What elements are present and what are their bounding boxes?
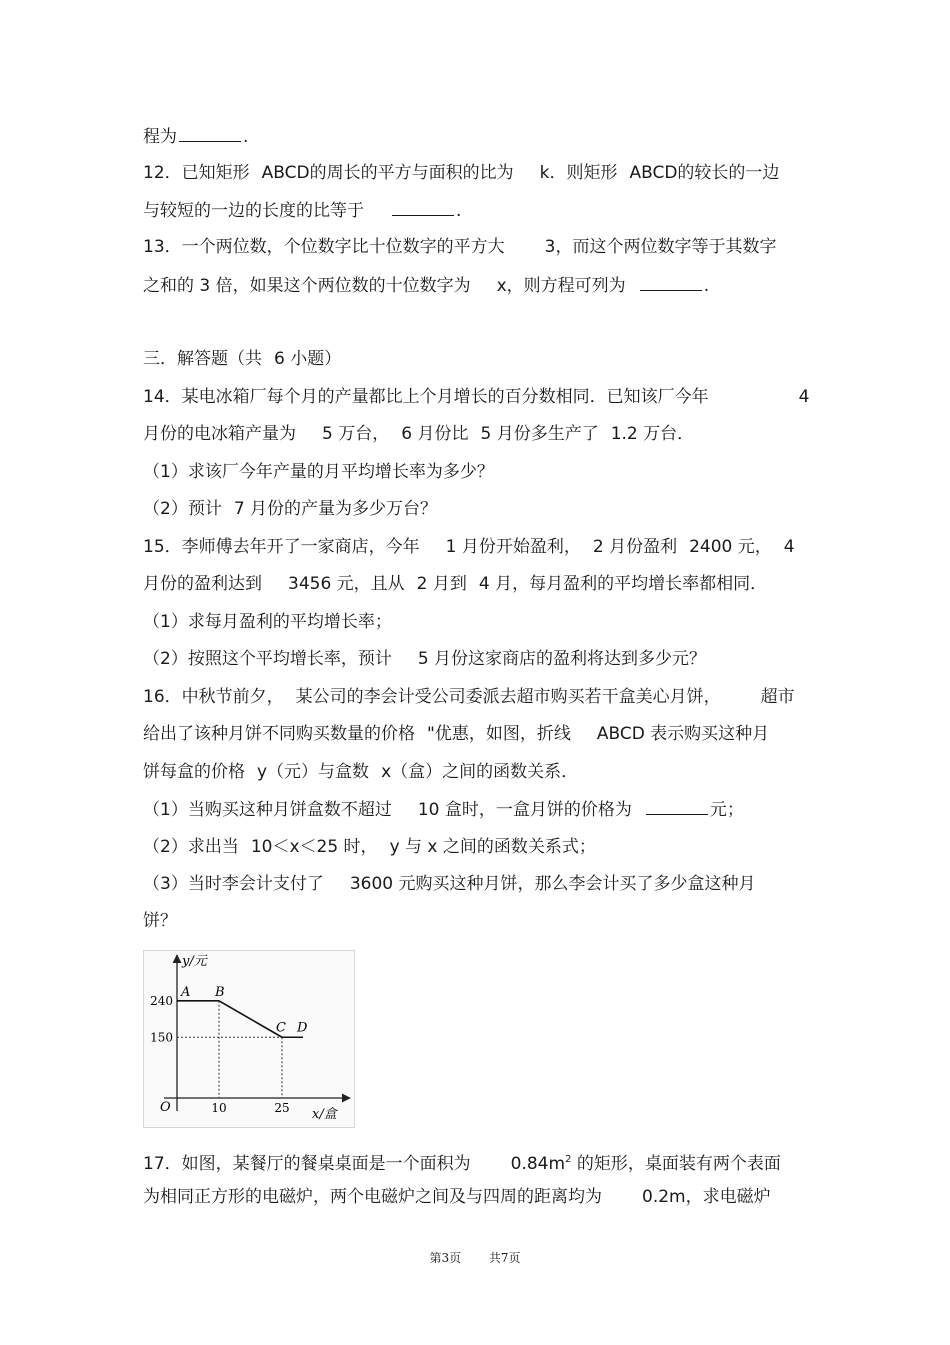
text: y 与 x 之间的函数关系式； bbox=[389, 837, 596, 857]
text: 1.2 万台． bbox=[610, 424, 695, 444]
text: . bbox=[456, 201, 462, 221]
question-16-3-cont bbox=[143, 910, 177, 932]
text: 元； bbox=[709, 800, 744, 820]
question-16-2 bbox=[143, 836, 596, 858]
question-14-1 bbox=[143, 461, 494, 483]
text: 2 月到 bbox=[416, 574, 467, 594]
text: 14．某电冰箱厂每个月的产量都比上个月增长的百分数相同．已知该厂今年 bbox=[143, 387, 709, 407]
origin-label: O bbox=[160, 1100, 171, 1115]
text: 15．李师傅去年开了一家商店，今年 bbox=[143, 537, 420, 557]
y-tick-label: 150 bbox=[150, 1030, 173, 1045]
text: （2）预计 bbox=[143, 499, 222, 519]
text: . bbox=[243, 127, 249, 147]
text: 给出了该种月饼不同购买数量的价格 bbox=[143, 724, 415, 744]
text: 4 bbox=[798, 387, 810, 407]
text: 5 万台， bbox=[322, 424, 390, 444]
question-16-3 bbox=[143, 873, 756, 895]
question-15-cont bbox=[143, 573, 767, 595]
point-label-D: D bbox=[297, 1020, 308, 1036]
question-16-cont bbox=[143, 723, 769, 745]
text: 某公司的李会计受公司委派去超市购买若干盒美心月饼， bbox=[295, 687, 721, 707]
text: 的矩形，桌面装有两个表面 bbox=[571, 1154, 781, 1174]
text: 5 月份这家商店的盈利将达到多少元？ bbox=[417, 649, 707, 669]
question-14-2 bbox=[143, 498, 437, 520]
text: y（元）与盒数 bbox=[257, 762, 370, 782]
text: （2）求出当 bbox=[143, 837, 239, 857]
text: 饼每盒的价格 bbox=[143, 762, 245, 782]
text: 5 月份多生产了 bbox=[480, 424, 599, 444]
text: 6 小题） bbox=[274, 349, 342, 369]
y-tick-label: 240 bbox=[150, 993, 173, 1008]
graph-svg bbox=[144, 951, 354, 1127]
text: 为相同正方形的电磁炉，两个电磁炉之间及与四周的距离均为 bbox=[143, 1187, 602, 1207]
point-label-B: B bbox=[215, 984, 225, 1000]
x-tick-label: 25 bbox=[274, 1101, 290, 1115]
text: 3456 元，且从 bbox=[288, 574, 405, 594]
text: 16．中秋节前夕， bbox=[143, 687, 284, 707]
text: 0.2m，求电磁炉 bbox=[642, 1187, 771, 1207]
text: （3）当时李会计支付了 bbox=[143, 874, 324, 894]
question-16-1 bbox=[143, 798, 744, 821]
point-label-C: C bbox=[276, 1020, 286, 1036]
question-13-cont bbox=[143, 274, 709, 297]
text: 程为 bbox=[143, 127, 177, 147]
text: 7 月份的产量为多少万台？ bbox=[233, 499, 438, 519]
text: 3，而这个两位数字等于其数字 bbox=[544, 237, 777, 257]
text: 饼？ bbox=[143, 911, 177, 931]
text: 6 月份比 bbox=[401, 424, 469, 444]
text: 1 月份开始盈利， bbox=[445, 537, 581, 557]
text: 12．已知矩形 bbox=[143, 163, 250, 183]
question-15-1 bbox=[143, 611, 392, 633]
text: （2）按照这个平均增长率，预计 bbox=[143, 649, 392, 669]
text: 10＜x＜25 时， bbox=[250, 837, 378, 857]
page-footer bbox=[0, 1249, 950, 1266]
x-tick-label: 10 bbox=[211, 1101, 227, 1115]
question-17 bbox=[143, 1149, 781, 1175]
page-total: 共7页 bbox=[488, 1251, 521, 1265]
question-14-cont bbox=[143, 423, 694, 445]
text: ABCD 表示购买这种月 bbox=[596, 724, 770, 744]
text: k．则矩形 bbox=[539, 163, 618, 183]
text: 4 月，每月盈利的平均增长率都相同． bbox=[478, 574, 768, 594]
text: 三．解答题（共 bbox=[143, 349, 262, 369]
text: 4 bbox=[783, 537, 795, 557]
question-12 bbox=[143, 162, 779, 184]
question-13 bbox=[143, 236, 776, 258]
text: 月份的电冰箱产量为 bbox=[143, 424, 296, 444]
text: "优惠，如图，折线 bbox=[427, 724, 571, 744]
superscript: 2 bbox=[565, 1154, 572, 1165]
point-label-A: A bbox=[181, 984, 191, 1000]
text: 2 月份盈利 bbox=[592, 537, 678, 557]
answer-blank bbox=[179, 125, 241, 142]
x-axis-label: x/盒 bbox=[312, 1107, 337, 1122]
text: 17．如图，某餐厅的餐桌桌面是一个面积为 bbox=[143, 1154, 471, 1174]
question-12-cont bbox=[143, 199, 461, 222]
question-14 bbox=[143, 386, 809, 408]
price-graph bbox=[143, 950, 355, 1128]
text: 3600 元购买这种月饼，那么李会计买了多少盒这种月 bbox=[349, 874, 756, 894]
text: 月份的盈利达到 bbox=[143, 574, 262, 594]
answer-blank bbox=[646, 798, 708, 815]
segment-BC bbox=[219, 1001, 282, 1037]
question-16 bbox=[143, 686, 795, 708]
answer-blank bbox=[640, 274, 702, 291]
text: （1）当购买这种月饼盒数不超过 bbox=[143, 800, 392, 820]
text: ABCD的较长的一边 bbox=[629, 163, 780, 183]
text: （1）求每月盈利的平均增长率； bbox=[143, 612, 392, 632]
text: x（盒）之间的函数关系． bbox=[381, 762, 579, 782]
text: 2400 元， bbox=[689, 537, 772, 557]
text: 超市 bbox=[760, 687, 795, 707]
question-15 bbox=[143, 536, 795, 558]
text: （1）求该厂今年产量的月平均增长率为多少？ bbox=[143, 462, 494, 482]
section-heading bbox=[143, 348, 341, 370]
text: . bbox=[703, 276, 710, 296]
text: 之和的 3 倍，如果这个两位数的十位数字为 bbox=[143, 276, 471, 296]
question-15-2 bbox=[143, 648, 706, 670]
text: x，则方程可列为 bbox=[496, 276, 626, 296]
y-axis-label: y/元 bbox=[182, 954, 207, 969]
text: 10 盒时，一盒月饼的价格为 bbox=[417, 800, 632, 820]
question-16-cont2 bbox=[143, 761, 578, 783]
text: 0.84m bbox=[510, 1154, 566, 1174]
answer-blank bbox=[392, 199, 454, 216]
text: 13．一个两位数，个位数字比十位数字的平方大 bbox=[143, 237, 505, 257]
question-17-cont bbox=[143, 1186, 771, 1208]
text-line bbox=[143, 125, 248, 148]
text: ABCD的周长的平方与面积的比为 bbox=[261, 163, 514, 183]
page-number: 第3页 bbox=[429, 1251, 462, 1265]
text: 与较短的一边的长度的比等于 bbox=[143, 201, 364, 221]
